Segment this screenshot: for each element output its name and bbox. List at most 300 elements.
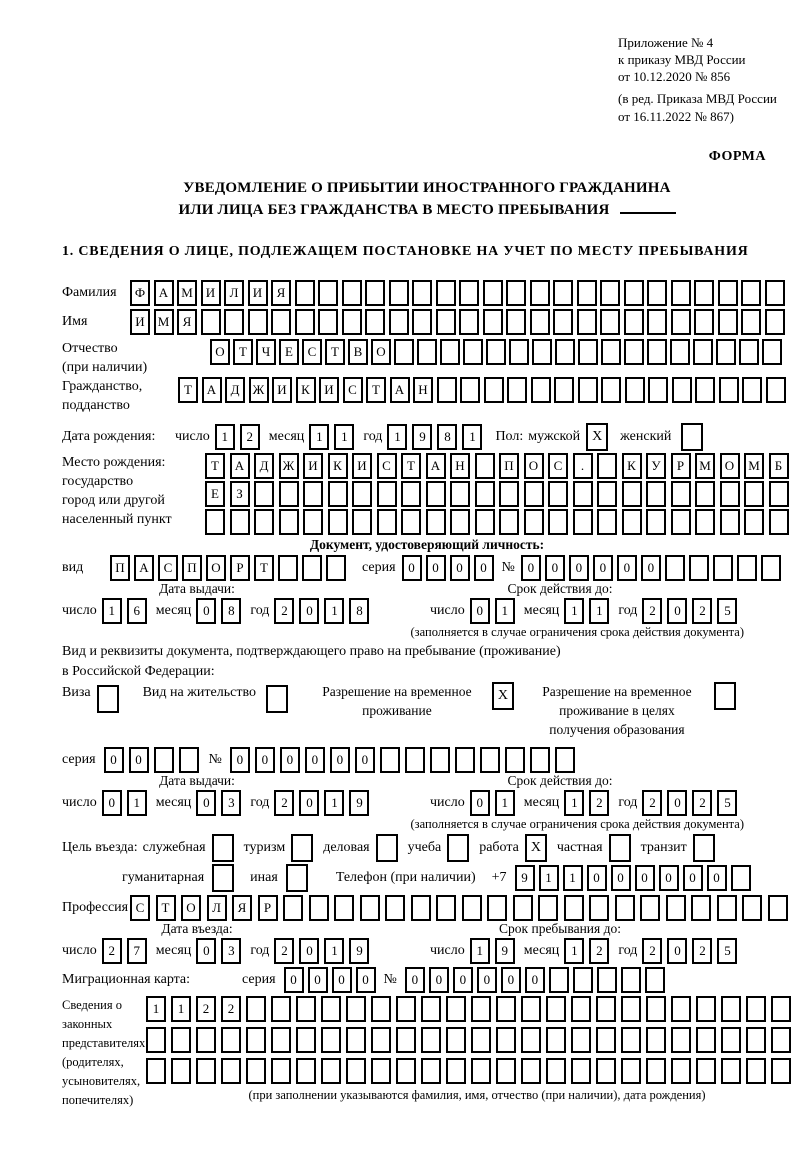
cell[interactable]	[496, 1058, 516, 1084]
cell[interactable]	[507, 377, 527, 403]
cell[interactable]	[506, 280, 526, 306]
cell[interactable]: П	[110, 555, 130, 581]
cell[interactable]	[221, 1058, 241, 1084]
cell[interactable]: 1	[324, 598, 344, 624]
cell[interactable]: 0	[501, 967, 521, 993]
cell[interactable]: 0	[299, 790, 319, 816]
cell[interactable]	[401, 509, 421, 535]
cell[interactable]: Д	[254, 453, 274, 479]
cell[interactable]	[296, 1027, 316, 1053]
cell[interactable]	[530, 280, 550, 306]
cell[interactable]	[689, 555, 709, 581]
cell[interactable]: 0	[429, 967, 449, 993]
cell[interactable]	[597, 509, 617, 535]
cell[interactable]	[326, 555, 346, 581]
cell[interactable]	[531, 377, 551, 403]
cell[interactable]	[771, 1058, 791, 1084]
cell[interactable]	[462, 895, 482, 921]
cell[interactable]	[601, 339, 621, 365]
cell[interactable]: 2	[221, 996, 241, 1022]
cell[interactable]	[321, 1027, 341, 1053]
cell[interactable]	[670, 339, 690, 365]
cell[interactable]	[646, 996, 666, 1022]
cell[interactable]	[346, 996, 366, 1022]
cell[interactable]	[196, 1058, 216, 1084]
cell[interactable]: 9	[515, 865, 535, 891]
cell[interactable]	[446, 996, 466, 1022]
cell[interactable]: 8	[221, 598, 241, 624]
cell[interactable]	[450, 481, 470, 507]
cell[interactable]	[318, 280, 338, 306]
cell[interactable]: К	[622, 453, 642, 479]
cell[interactable]: 0	[299, 938, 319, 964]
cell[interactable]: 2	[642, 598, 662, 624]
cell[interactable]	[596, 1027, 616, 1053]
cell[interactable]	[737, 555, 757, 581]
cell[interactable]: З	[230, 481, 250, 507]
cell[interactable]	[721, 1027, 741, 1053]
cell[interactable]: 1	[309, 424, 329, 450]
cell[interactable]: 0	[356, 967, 376, 993]
cell[interactable]	[221, 1027, 241, 1053]
cell[interactable]	[254, 509, 274, 535]
cell[interactable]: 2	[274, 938, 294, 964]
temp-permit-checkbox[interactable]: X	[492, 682, 514, 710]
cell[interactable]: 0	[453, 967, 473, 993]
cell[interactable]: 0	[525, 967, 545, 993]
cell[interactable]	[600, 280, 620, 306]
cell[interactable]: 2	[642, 938, 662, 964]
cell[interactable]	[671, 309, 691, 335]
cell[interactable]	[436, 280, 456, 306]
cell[interactable]: Е	[279, 339, 299, 365]
cell[interactable]: 2	[102, 938, 122, 964]
cell[interactable]	[246, 1027, 266, 1053]
cell[interactable]	[146, 1027, 166, 1053]
cell[interactable]	[769, 509, 789, 535]
cell[interactable]: 1	[387, 424, 407, 450]
cell[interactable]	[746, 996, 766, 1022]
cell[interactable]: 5	[717, 938, 737, 964]
cell[interactable]	[647, 280, 667, 306]
cell[interactable]	[146, 1058, 166, 1084]
cell[interactable]	[762, 339, 782, 365]
cell[interactable]	[640, 895, 660, 921]
cell[interactable]: 0	[299, 598, 319, 624]
cell[interactable]: 8	[349, 598, 369, 624]
cell[interactable]: 1	[146, 996, 166, 1022]
cell[interactable]	[302, 555, 322, 581]
cell[interactable]: С	[548, 453, 568, 479]
cell[interactable]: 5	[717, 790, 737, 816]
cell[interactable]: 0	[683, 865, 703, 891]
cell[interactable]: 1	[127, 790, 147, 816]
cell[interactable]	[741, 280, 761, 306]
cell[interactable]	[421, 996, 441, 1022]
cell[interactable]	[411, 895, 431, 921]
cell[interactable]	[309, 895, 329, 921]
tourism-checkbox[interactable]	[291, 834, 313, 862]
cell[interactable]: Б	[769, 453, 789, 479]
cell[interactable]: Н	[450, 453, 470, 479]
cell[interactable]	[396, 1027, 416, 1053]
cell[interactable]	[179, 747, 199, 773]
cell[interactable]: 2	[692, 790, 712, 816]
cell[interactable]	[597, 967, 617, 993]
cell[interactable]	[553, 280, 573, 306]
cell[interactable]	[742, 895, 762, 921]
cell[interactable]	[695, 481, 715, 507]
cell[interactable]	[463, 339, 483, 365]
cell[interactable]	[483, 280, 503, 306]
cell[interactable]	[271, 309, 291, 335]
cell[interactable]	[371, 1058, 391, 1084]
cell[interactable]: 2	[589, 938, 609, 964]
cell[interactable]	[573, 509, 593, 535]
cell[interactable]: 0	[426, 555, 446, 581]
cell[interactable]: У	[646, 453, 666, 479]
cell[interactable]: А	[230, 453, 250, 479]
cell[interactable]: 0	[196, 938, 216, 964]
cell[interactable]	[694, 309, 714, 335]
cell[interactable]: 0	[102, 790, 122, 816]
cell[interactable]	[352, 481, 372, 507]
business-checkbox[interactable]	[376, 834, 398, 862]
cell[interactable]	[328, 481, 348, 507]
cell[interactable]	[254, 481, 274, 507]
cell[interactable]: 1	[589, 598, 609, 624]
cell[interactable]	[171, 1027, 191, 1053]
cell[interactable]: 2	[274, 790, 294, 816]
cell[interactable]	[696, 1027, 716, 1053]
cell[interactable]: А	[202, 377, 222, 403]
cell[interactable]	[647, 339, 667, 365]
cell[interactable]	[412, 280, 432, 306]
cell[interactable]: 1	[324, 938, 344, 964]
cell[interactable]: С	[343, 377, 363, 403]
cell[interactable]	[671, 1058, 691, 1084]
cell[interactable]	[334, 895, 354, 921]
cell[interactable]	[624, 280, 644, 306]
cell[interactable]: А	[426, 453, 446, 479]
cell[interactable]	[621, 967, 641, 993]
cell[interactable]	[744, 509, 764, 535]
cell[interactable]	[600, 309, 620, 335]
cell[interactable]	[746, 1027, 766, 1053]
cell[interactable]: И	[201, 280, 221, 306]
cell[interactable]: 3	[221, 790, 241, 816]
cell[interactable]	[436, 895, 456, 921]
cell[interactable]	[672, 377, 692, 403]
cell[interactable]	[524, 481, 544, 507]
cell[interactable]	[459, 309, 479, 335]
cell[interactable]	[601, 377, 621, 403]
cell[interactable]	[622, 481, 642, 507]
cell[interactable]	[578, 377, 598, 403]
cell[interactable]	[459, 280, 479, 306]
cell[interactable]: 0	[332, 967, 352, 993]
cell[interactable]	[499, 481, 519, 507]
cell[interactable]	[496, 996, 516, 1022]
cell[interactable]	[671, 996, 691, 1022]
cell[interactable]	[555, 339, 575, 365]
cell[interactable]	[385, 895, 405, 921]
cell[interactable]	[271, 996, 291, 1022]
cell[interactable]: 0	[659, 865, 679, 891]
cell[interactable]: 1	[171, 996, 191, 1022]
cell[interactable]	[647, 309, 667, 335]
cell[interactable]	[486, 339, 506, 365]
cell[interactable]: 5	[717, 598, 737, 624]
cell[interactable]: 2	[274, 598, 294, 624]
cell[interactable]: 0	[355, 747, 375, 773]
cell[interactable]	[521, 996, 541, 1022]
cell[interactable]	[421, 1027, 441, 1053]
cell[interactable]: 0	[474, 555, 494, 581]
cell[interactable]: 0	[569, 555, 589, 581]
cell[interactable]	[621, 1027, 641, 1053]
cell[interactable]: Ф	[130, 280, 150, 306]
cell[interactable]	[573, 967, 593, 993]
cell[interactable]	[741, 309, 761, 335]
residence-permit-checkbox[interactable]	[266, 685, 288, 713]
cell[interactable]	[365, 309, 385, 335]
cell[interactable]	[578, 339, 598, 365]
cell[interactable]	[460, 377, 480, 403]
cell[interactable]	[426, 481, 446, 507]
cell[interactable]	[283, 895, 303, 921]
cell[interactable]: 1	[495, 790, 515, 816]
cell[interactable]	[426, 509, 446, 535]
cell[interactable]: Е	[205, 481, 225, 507]
cell[interactable]	[405, 747, 425, 773]
cell[interactable]	[765, 309, 785, 335]
cell[interactable]: 2	[589, 790, 609, 816]
cell[interactable]	[766, 377, 786, 403]
cell[interactable]: Я	[177, 309, 197, 335]
cell[interactable]	[303, 481, 323, 507]
cell[interactable]: И	[130, 309, 150, 335]
cell[interactable]	[321, 1058, 341, 1084]
cell[interactable]: 0	[707, 865, 727, 891]
cell[interactable]: 0	[330, 747, 350, 773]
cell[interactable]	[571, 1058, 591, 1084]
cell[interactable]: 0	[641, 555, 661, 581]
cell[interactable]	[352, 509, 372, 535]
cell[interactable]: 0	[593, 555, 613, 581]
cell[interactable]: 0	[470, 598, 490, 624]
cell[interactable]: И	[248, 280, 268, 306]
cell[interactable]: 1	[539, 865, 559, 891]
cell[interactable]	[246, 1058, 266, 1084]
cell[interactable]: 7	[127, 938, 147, 964]
cell[interactable]: 2	[692, 598, 712, 624]
cell[interactable]	[553, 309, 573, 335]
cell[interactable]	[624, 309, 644, 335]
cell[interactable]	[246, 996, 266, 1022]
cell[interactable]	[371, 996, 391, 1022]
cell[interactable]: А	[134, 555, 154, 581]
cell[interactable]	[564, 895, 584, 921]
cell[interactable]	[546, 1027, 566, 1053]
cell[interactable]	[720, 509, 740, 535]
cell[interactable]	[295, 309, 315, 335]
cell[interactable]: 0	[667, 938, 687, 964]
cell[interactable]	[769, 481, 789, 507]
cell[interactable]: М	[177, 280, 197, 306]
cell[interactable]	[577, 309, 597, 335]
cell[interactable]	[475, 509, 495, 535]
cell[interactable]: 6	[127, 598, 147, 624]
cell[interactable]: 0	[129, 747, 149, 773]
cell[interactable]: Л	[224, 280, 244, 306]
cell[interactable]: О	[720, 453, 740, 479]
cell[interactable]: 0	[477, 967, 497, 993]
cell[interactable]	[646, 509, 666, 535]
male-checkbox[interactable]: X	[586, 423, 608, 451]
cell[interactable]	[303, 509, 323, 535]
cell[interactable]	[718, 280, 738, 306]
cell[interactable]	[475, 481, 495, 507]
cell[interactable]	[271, 1058, 291, 1084]
cell[interactable]: 0	[284, 967, 304, 993]
cell[interactable]	[521, 1027, 541, 1053]
cell[interactable]	[646, 1058, 666, 1084]
cell[interactable]	[717, 895, 737, 921]
cell[interactable]	[597, 481, 617, 507]
cell[interactable]	[573, 481, 593, 507]
cell[interactable]	[742, 377, 762, 403]
cell[interactable]	[318, 309, 338, 335]
cell[interactable]	[505, 747, 525, 773]
cell[interactable]: 0	[611, 865, 631, 891]
cell[interactable]	[746, 1058, 766, 1084]
cell[interactable]	[321, 996, 341, 1022]
cell[interactable]	[532, 339, 552, 365]
cell[interactable]	[589, 895, 609, 921]
cell[interactable]: 1	[563, 865, 583, 891]
cell[interactable]	[475, 453, 495, 479]
cell[interactable]	[538, 895, 558, 921]
cell[interactable]: 1	[495, 598, 515, 624]
cell[interactable]: Т	[366, 377, 386, 403]
cell[interactable]: 1	[462, 424, 482, 450]
cell[interactable]: А	[154, 280, 174, 306]
cell[interactable]	[555, 747, 575, 773]
cell[interactable]: 1	[324, 790, 344, 816]
cell[interactable]	[342, 309, 362, 335]
cell[interactable]: И	[319, 377, 339, 403]
cell[interactable]: 2	[692, 938, 712, 964]
cell[interactable]	[739, 339, 759, 365]
cell[interactable]	[509, 339, 529, 365]
cell[interactable]	[624, 339, 644, 365]
cell[interactable]: Н	[413, 377, 433, 403]
official-checkbox[interactable]	[212, 834, 234, 862]
cell[interactable]: 0	[521, 555, 541, 581]
cell[interactable]: 3	[221, 938, 241, 964]
cell[interactable]: 0	[255, 747, 275, 773]
cell[interactable]: 0	[405, 967, 425, 993]
cell[interactable]	[721, 996, 741, 1022]
cell[interactable]	[483, 309, 503, 335]
cell[interactable]	[721, 1058, 741, 1084]
cell[interactable]	[455, 747, 475, 773]
cell[interactable]	[436, 309, 456, 335]
cell[interactable]	[622, 509, 642, 535]
cell[interactable]	[765, 280, 785, 306]
cell[interactable]: А	[390, 377, 410, 403]
cell[interactable]	[279, 481, 299, 507]
cell[interactable]: Т	[156, 895, 176, 921]
cell[interactable]: С	[158, 555, 178, 581]
cell[interactable]: 9	[495, 938, 515, 964]
cell[interactable]	[693, 339, 713, 365]
cell[interactable]: Т	[205, 453, 225, 479]
private-checkbox[interactable]	[609, 834, 631, 862]
cell[interactable]	[530, 747, 550, 773]
cell[interactable]: П	[182, 555, 202, 581]
female-checkbox[interactable]	[681, 423, 703, 451]
cell[interactable]	[360, 895, 380, 921]
cell[interactable]	[224, 309, 244, 335]
cell[interactable]	[571, 996, 591, 1022]
cell[interactable]: .	[573, 453, 593, 479]
cell[interactable]: Р	[258, 895, 278, 921]
cell[interactable]: 1	[470, 938, 490, 964]
cell[interactable]: С	[302, 339, 322, 365]
cell[interactable]	[771, 996, 791, 1022]
cell[interactable]	[671, 509, 691, 535]
cell[interactable]	[295, 280, 315, 306]
cell[interactable]: 2	[196, 996, 216, 1022]
cell[interactable]	[648, 377, 668, 403]
cell[interactable]: 1	[564, 790, 584, 816]
cell[interactable]	[671, 280, 691, 306]
cell[interactable]	[371, 1027, 391, 1053]
cell[interactable]: 0	[196, 598, 216, 624]
cell[interactable]: 0	[308, 967, 328, 993]
cell[interactable]	[625, 377, 645, 403]
cell[interactable]: Л	[207, 895, 227, 921]
cell[interactable]	[471, 1027, 491, 1053]
cell[interactable]	[377, 481, 397, 507]
cell[interactable]	[417, 339, 437, 365]
cell[interactable]: 0	[402, 555, 422, 581]
cell[interactable]: Р	[671, 453, 691, 479]
cell[interactable]: 1	[215, 424, 235, 450]
cell[interactable]: М	[154, 309, 174, 335]
transit-checkbox[interactable]	[693, 834, 715, 862]
cell[interactable]: 0	[196, 790, 216, 816]
cell[interactable]	[719, 377, 739, 403]
cell[interactable]	[346, 1058, 366, 1084]
cell[interactable]: Я	[271, 280, 291, 306]
cell[interactable]	[487, 895, 507, 921]
cell[interactable]	[694, 280, 714, 306]
temp-permit-edu-checkbox[interactable]	[714, 682, 736, 710]
cell[interactable]	[665, 555, 685, 581]
cell[interactable]	[645, 967, 665, 993]
cell[interactable]	[597, 453, 617, 479]
cell[interactable]	[615, 895, 635, 921]
cell[interactable]: 0	[545, 555, 565, 581]
cell[interactable]	[484, 377, 504, 403]
cell[interactable]	[365, 280, 385, 306]
cell[interactable]: М	[744, 453, 764, 479]
cell[interactable]: 0	[104, 747, 124, 773]
cell[interactable]: Т	[233, 339, 253, 365]
